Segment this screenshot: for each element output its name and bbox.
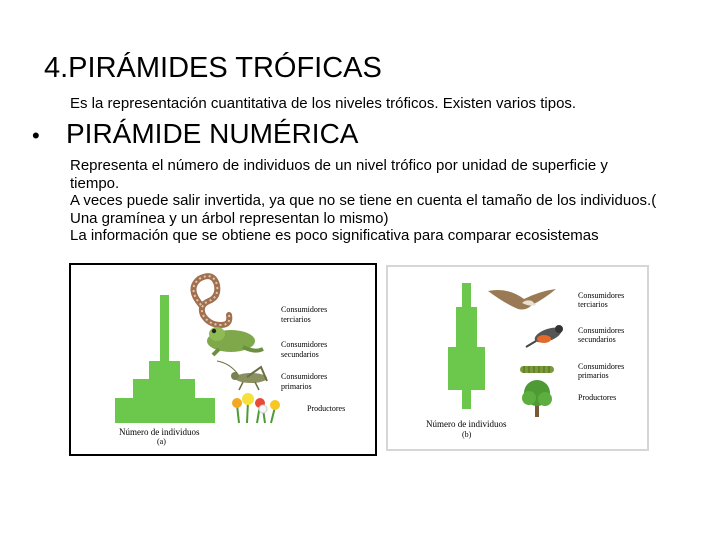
pyramid-b-level-2-label-1: Consumidores [578,362,625,371]
pyramid-b-level-1-label: Productores [578,393,617,402]
pyramid-a-level-2-bar [133,379,195,399]
body-paragraph-1: Representa el número de individuos de un nivel trófico por unidad de superficie y tiempo. [70,157,608,192]
pyramid-b-caption: (b) [462,430,472,439]
pyramid-figure-a [69,263,377,456]
pyramid-a-level-3-label-2: secundarios [281,350,319,359]
pyramid-b-level-1-bar [462,388,471,409]
pyramid-a-level-1-bar [115,398,215,423]
bullet-heading [32,118,358,150]
pyramid-a-level-3-label-1: Consumidores [281,340,328,349]
pyramid-a-xlabel: Número de individuos [119,427,200,437]
pyramid-a-level-2-label-2: primarios [281,382,312,391]
pyramid-a-level-2-label-1: Consumidores [281,372,328,381]
tree-icon [522,380,552,417]
pyramid-figure-b [386,265,649,451]
bird-icon [526,325,563,347]
pyramid-b-level-2-label-2: primarios [578,371,609,380]
pyramid-b-level-2-bar [448,347,485,390]
grasshopper-icon [217,361,267,390]
pyramid-b-xlabel: Número de individuos [426,419,507,429]
body-paragraph-2: A veces puede salir invertida, ya que no se tiene en cuenta el tamaño de los individuos.( Una gramínea y un árbol representan lo mismo) [70,192,657,227]
eagle-icon [488,289,556,310]
bullet-dot-icon: • [32,123,40,148]
pyramid-a-level-4-bar [160,295,169,363]
pyramid-a-level-1-label: Productores [307,404,346,413]
slide-title: 4.PIRÁMIDES TRÓFICAS [44,52,382,84]
pyramid-b-level-3-bar [456,307,477,349]
pyramid-b-level-4-label-2: terciarios [578,300,608,309]
pyramid-b-level-3-label-1: Consumidores [578,326,625,335]
intro-text: Es la representación cuantitativa de los niveles tróficos. Existen varios tipos. [70,95,577,112]
frog-icon [207,327,263,355]
pyramid-b-level-4-label-1: Consumidores [578,291,625,300]
pyramid-a-level-4-label-2: terciarios [281,315,311,324]
bullet-heading-text: PIRÁMIDE NUMÉRICA [66,118,359,149]
caterpillar-icon [520,366,554,373]
pyramid-a-graphic [71,265,375,454]
pyramid-a-level-3-bar [149,361,180,380]
pyramid-b-level-4-bar [462,283,471,309]
pyramid-b-level-3-label-2: secundarios [578,335,616,344]
pyramid-a-caption: (a) [157,437,166,446]
snake-icon [193,276,229,325]
pyramid-a-level-4-label-1: Consumidores [281,305,328,314]
pyramid-b-graphic [388,267,647,449]
flowers-icon [232,393,280,423]
body-text [70,157,660,245]
body-paragraph-3: La información que se obtiene es poco significativa para comparar ecosistemas [70,227,599,244]
